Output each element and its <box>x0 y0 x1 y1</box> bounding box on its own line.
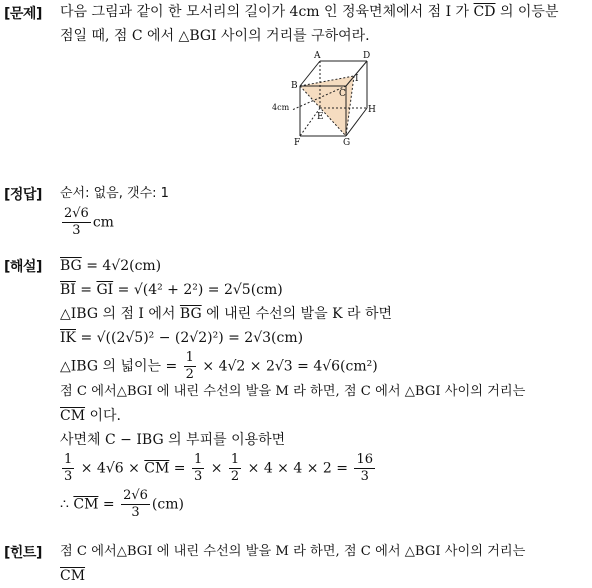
problem-line2: 점일 때, 점 C 에서 △BGI 사이의 거리를 구하여라. <box>60 28 370 44</box>
label-f: F <box>294 138 301 148</box>
answer-value <box>60 206 590 239</box>
explanation-line-2: $\overline{BI} = \overline{GI} = √(4^2 + 2^2) = 2√5(cm)$ <box>60 282 283 298</box>
explanation-line-8: 사면체 C − IBG 의 부피를 이용하면 <box>60 432 286 448</box>
explanation-line-7: $\overline{CM}$ 이다. <box>60 408 121 424</box>
problem-label: [문제] <box>4 6 42 22</box>
label-e: E <box>317 112 324 122</box>
problem-line1: 다음 그림과 같이 한 모서리의 길이가 4cm 인 정육면체에서 점 I 가 <box>60 4 470 20</box>
explanation-line-10: ∴ $\overline{CM}$ = $\frac{2√6}{3}$ (cm) <box>60 488 184 520</box>
explanation-label: [해설] <box>4 259 42 275</box>
hint-label: [힌트] <box>4 545 42 561</box>
explanation-line-1: $\overline{BG} = 4√2(cm)$ <box>60 258 162 274</box>
label-d: D <box>363 51 371 61</box>
problem-text <box>60 0 590 48</box>
edge-length-label: 4cm <box>272 103 290 112</box>
answer-order-count: 순서: 없음, 갯수: 1 <box>60 186 169 201</box>
label-g: G <box>343 138 351 148</box>
explanation-line-3: △IBG 의 점 I 에서 $\overline{BG}$ 에 내린 수선의 발을 K 라 하면 <box>60 306 393 322</box>
answer-label: [정답] <box>4 187 42 203</box>
explanation-line-9: $\frac{1}{3}$ × $4√6 \times \overline{CM}$ = $\frac{1}{3}$ × $\frac{1}{2}$ × 4 × 4 × 2 = $\frac{16}{3}$ <box>64 452 373 484</box>
answer-numerator: 2√6 <box>64 206 89 221</box>
label-a: A <box>314 51 321 61</box>
answer-unit: cm <box>92 214 114 231</box>
segment-cd: $\overline{CD}$ <box>473 4 496 20</box>
explanation-line-6: 점 C 에서△BGI 에 내린 수선의 발을 M 라 하면, 점 C 에서 △BGI 사이의 거리는 <box>60 384 526 399</box>
hint-line-1: 점 C 에서△BGI 에 내린 수선의 발을 M 라 하면, 점 C 에서 △BGI 사이의 거리는 <box>60 544 526 559</box>
explanation-line-4: $\overline{IK} = √((2√5)^2 - (2√2)^2) = 2√3(cm)$ <box>60 330 304 346</box>
label-h: H <box>368 105 376 115</box>
explanation-line-5: △IBG 의 넓이는 = $\frac{1}{2}$ × 4√2 × 2√3 = 4√6(cm²) <box>60 350 378 382</box>
problem-line1-tail: 의 이등분 <box>499 4 559 20</box>
label-c: C <box>339 89 346 99</box>
label-i: I <box>355 74 359 84</box>
cube-figure <box>272 48 382 148</box>
answer-denominator: 3 <box>72 223 81 238</box>
label-b: B <box>291 81 298 91</box>
hint-segment-cm: $\overline{CM}$ <box>60 568 86 584</box>
